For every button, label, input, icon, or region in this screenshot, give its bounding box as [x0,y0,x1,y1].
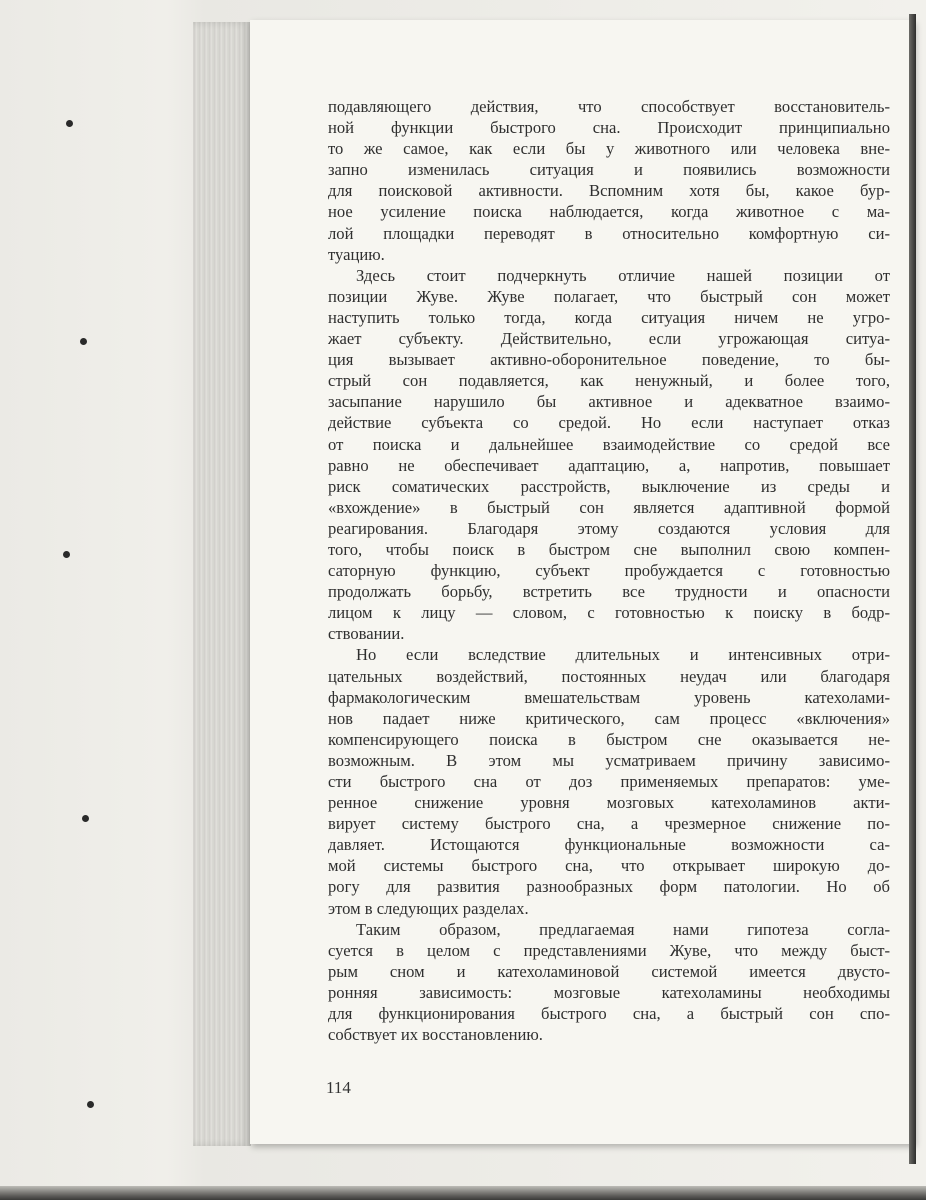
text-line: Здесь стоит подчеркнуть отличие нашей позиции от [356,265,890,285]
text-line: ренное снижение уровня мозговых катехоламинов акти- [328,793,890,813]
text-line: для поисковой активности. Вспомним хотя бы, какое бур- [328,181,890,201]
text-line: то же самое, как если бы у животного или человека вне- [328,139,890,159]
text-line: лицом к лицу — словом, с готовностью к поиску в бодр- [328,603,890,623]
scanner-bottom-edge [0,1186,926,1200]
text-line: ствовании. [328,624,405,644]
text-line: лой площадки переводят в относительно комфортную си- [328,223,890,243]
binder-hole [80,338,87,345]
text-line: подавляющего действия, что способствует восстановитель- [328,97,890,116]
text-line: цательных воздействий, постоянных неудач или благодаря [328,666,890,686]
text-line: для функционирования быстрого сна, а быстрый сон спо- [328,1004,890,1024]
text-line: наступить только тогда, когда ситуация ничем не угро- [328,307,890,327]
text-line: этом в следующих разделах. [328,898,529,918]
text-line: действие субъекта со средой. Но если наступает отказ [328,413,890,433]
page-number: 114 [326,1078,351,1097]
text-line: Но если вследствие длительных и интенсивных отри- [356,645,890,665]
text-line: мой системы быстрого сна, что открывает широкую до- [328,856,890,876]
page-text [328,96,890,1045]
page-stack-edge [193,22,251,1146]
paragraph [328,265,890,645]
binder-hole [66,120,73,127]
page-right-edge [909,14,916,1164]
text-line: сти быстрого сна от доз применяемых препаратов: уме- [328,772,890,791]
text-line: ронняя зависимость: мозговые катехоламины необходимы [328,982,890,1002]
paragraph [328,644,890,918]
text-line: возможным. В этом мы усматриваем причину зависимо- [328,750,890,770]
paragraph [328,96,890,265]
text-line: запно изменилась ситуация и появились возможности [328,160,890,180]
text-line: равно не обеспечивает адаптацию, а, напротив, повышает [328,455,890,475]
text-line: собствует их восстановлению. [328,1025,543,1045]
text-line: риск соматических расстройств, выключение из среды и [328,476,890,496]
binder-hole [87,1101,94,1108]
text-line: фармакологическим вмешательствам уровень катехолами- [328,687,890,707]
text-line: того, чтобы поиск в быстром сне выполнил свою компен- [328,539,890,559]
text-line: засыпание нарушило бы активное и адекватное взаимо- [328,392,890,412]
text-line: саторную функцию, субъект пробуждается с готовностью [328,561,890,581]
paragraph [328,919,890,1046]
text-line: суется в целом с представлениями Жуве, что между быст- [328,940,890,960]
text-line: ное усиление поиска наблюдается, когда животное с ма- [328,202,890,222]
text-line: нов падает ниже критического, сам процесс «включения» [328,708,890,728]
text-line: «вхождение» в быстрый сон является адаптивной формой [328,497,890,517]
text-line: продолжать борьбу, встретить все трудности и опасности [328,582,890,602]
binder-hole [63,551,70,558]
binder-hole [82,815,89,822]
text-line: реагирования. Благодаря этому создаются условия для [328,518,890,538]
text-line: рым сном и катехоламиновой системой имеется двусто- [328,961,890,981]
text-line: жает субъекту. Действительно, если угрожающая ситуа- [328,329,890,349]
text-line: ной функции быстрого сна. Происходит принципиально [328,118,890,138]
text-line: туацию. [328,244,385,264]
text-line: от поиска и дальнейшее взаимодействие со средой все [328,434,890,454]
text-line: компенсирующего поиска в быстром сне оказывается не- [328,729,890,749]
text-line: позиции Жуве. Жуве полагает, что быстрый сон может [328,286,890,306]
text-line: давляет. Истощаются функциональные возможности са- [328,835,890,855]
text-line: стрый сон подавляется, как ненужный, и более того, [328,371,890,391]
text-line: Таким образом, предлагаемая нами гипотеза согла- [356,919,890,939]
text-line: рогу для развития разнообразных форм патологии. Но об [328,877,890,897]
text-line: ция вызывает активно-оборонительное поведение, то бы- [328,350,890,370]
text-line: вирует систему быстрого сна, а чрезмерное снижение по- [328,814,890,834]
